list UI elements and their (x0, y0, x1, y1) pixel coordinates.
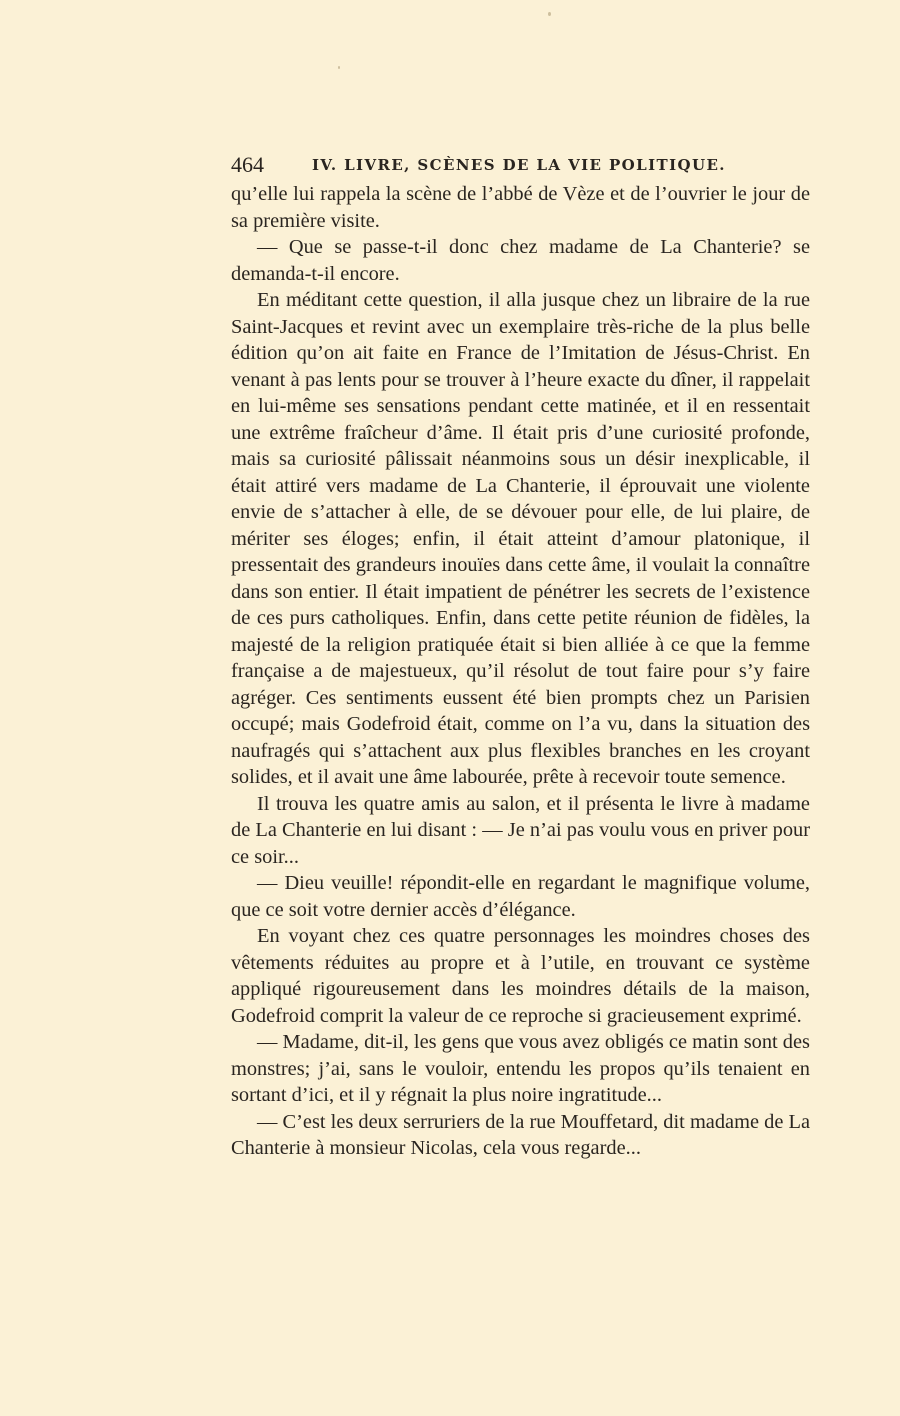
paragraph: — Que se passe-t-il donc chez madame de La Chanterie? se demanda-t-il encore. (231, 236, 810, 285)
paragraph: — Dieu veuille! répondit-elle en regardant le magnifique volume, que ce soit votre dernier accès d’élégance. (231, 872, 810, 921)
running-title: IV. LIVRE, SCÈNES DE LA VIE POLITIQUE. (312, 156, 726, 174)
paper-speck (548, 12, 551, 16)
paragraph: — C’est les deux serruriers de la rue Mouffetard, dit madame de La Chanterie à monsieur Nicolas, cela vous regarde... (231, 1110, 810, 1159)
paper-speck (338, 66, 340, 69)
paragraph: — Madame, dit-il, les gens que vous avez obligés ce matin sont des monstres; j’ai, sans le vouloir, entendu les propos qu’ils tenaient en sortant d’ici, et il y régnait la plus noire ingratitude... (231, 1031, 810, 1106)
page-header (231, 152, 810, 180)
body-text (231, 181, 810, 1162)
paragraph: qu’elle lui rappela la scène de l’abbé de Vèze et de l’ouvrier le jour de sa première visite. (231, 183, 810, 232)
paragraph: Il trouva les quatre amis au salon, et il présenta le livre à madame de La Chanterie en lui disant : — Je n’ai pas voulu vous en priver pour ce soir... (231, 792, 810, 868)
page-number: 464 (231, 152, 264, 177)
paragraph: En méditant cette question, il alla jusque chez un libraire de la rue Saint-Jacques et revint avec un exemplaire très-riche de la plus belle édition qu’on ait faite en France de l’Imitation de Jésus-Christ. En venant à pas lents pour se trouver à l’heure exacte du dîner, il rappelait en lui-même ses sensations pendant cette matinée, et il en ressentait une extrême fraîcheur d’âme. Il était pris d’une curiosité profonde, mais sa curiosité pâlissait néanmoins sous un désir inexplicable, il était attiré vers madame de La Chanterie, il éprouvait une violente envie de s’attacher à elle, de se dévouer pour elle, de lui plaire, de mériter ses éloges; enfin, il était atteint d’amour platonique, il pressentait des grandeurs inouïes dans cette âme, il voulait la connaître dans son entier. Il était impatient de pénétrer les secrets de l’existence de ces purs catholiques. Enfin, dans cette petite réunion de fidèles, la majesté de la religion pratiquée était si bien alliée à ce que la femme française a de majestueux, qu’il résolut de tout faire pour s’y faire agréger. Ces sentiments eussent été bien prompts chez un Parisien occupé; mais Godefroid était, comme on l’a vu, dans la situation des naufragés qui s’attachent aux plus flexibles branches en les croyant solides, et il avait une âme labourée, prête à recevoir toute semence. (231, 289, 810, 788)
paragraph: En voyant chez ces quatre personnages les moindres choses des vêtements réduites au propre et à l’utile, en trouvant ce système appliqué rigoureusement dans les moindres détails de la maison, Godefroid comprit la valeur de ce reproche si gracieusement exprimé. (231, 925, 810, 1027)
